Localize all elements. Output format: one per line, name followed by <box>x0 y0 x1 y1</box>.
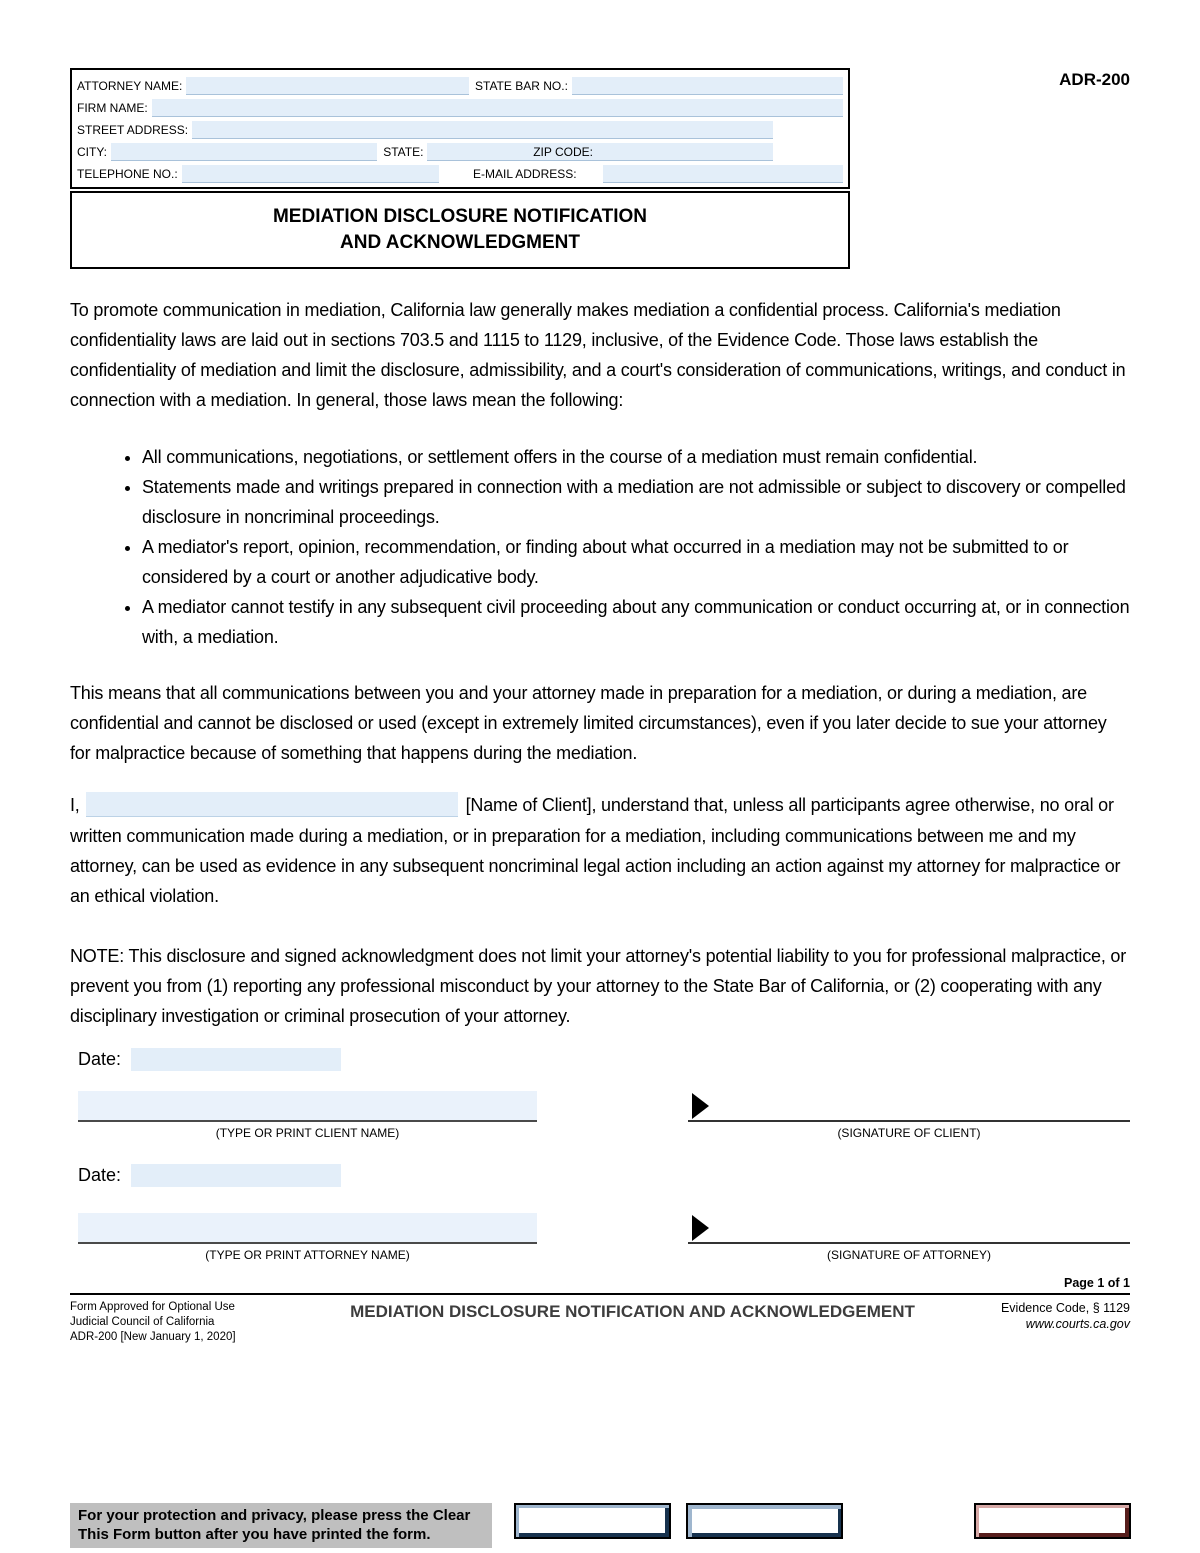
email-field[interactable] <box>603 165 843 183</box>
zip-code-field[interactable] <box>597 143 773 161</box>
form-title-line2: AND ACKNOWLEDGMENT <box>340 232 580 253</box>
footer-form-title: MEDIATION DISCLOSURE NOTIFICATION AND ACKNOWLEDGEMENT <box>350 1301 915 1321</box>
client-para-rest: [Name of Client], understand that, unless all participants agree otherwise, no oral or written communication made during a mediation, or in preparation for a mediation, including communications between me and my attorney, can be used as evidence in any subsequent noncriminal legal action including an action against my attorney for malpractice or an ethical violation. <box>70 795 1121 906</box>
bullet-item <box>142 532 1130 592</box>
bullet-list <box>70 442 1130 652</box>
form-number: ADR-200 <box>1059 70 1130 89</box>
bullet-item <box>142 442 1130 472</box>
telephone-field[interactable] <box>182 165 439 183</box>
footer-divider <box>70 1293 1130 1295</box>
client-name-caption: (TYPE OR PRINT CLIENT NAME) <box>215 1125 400 1140</box>
note-paragraph: NOTE: This disclosure and signed acknowledgment does not limit your attorney's potential liability to you for professional malpractice, or prevent you from (1) reporting any professional misconduct by your attorney to the State Bar of California, or (2) cooperating with any disciplinary investigation or criminal prosecution of your attorney. <box>70 945 1127 1026</box>
client-printed-name-field[interactable] <box>78 1091 537 1122</box>
attorney-name-field[interactable] <box>186 77 469 95</box>
bullet-text-3: A mediator's report, opinion, recommendation, or finding about what occurred in a mediation may not be submitted to or considered by a court or another adjudicative body. <box>142 537 1069 587</box>
print-form-button[interactable] <box>514 1503 671 1539</box>
client-name-inline-field[interactable] <box>86 792 458 817</box>
page-number: Page 1 of 1 <box>1064 1275 1130 1290</box>
email-label: E-MAIL ADDRESS: <box>473 167 577 181</box>
signature-arrow-icon <box>692 1215 709 1241</box>
form-action-bar <box>70 1503 1138 1548</box>
form-title-line1: MEDIATION DISCLOSURE NOTIFICATION <box>272 206 647 227</box>
form-title-box <box>70 191 850 269</box>
attorney-printed-name-field[interactable] <box>78 1213 537 1244</box>
footer-left-line3: ADR-200 [New January 1, 2020] <box>70 1330 236 1343</box>
client-signature-caption: (SIGNATURE OF CLIENT) <box>837 1125 981 1140</box>
telephone-label: TELEPHONE NO.: <box>77 167 178 181</box>
intro-paragraph: To promote communication in mediation, California law generally makes mediation a confidential process. California's mediation confidentiality laws are laid out in sections 703.5 and 1115 to 1129, inclusive, of the Evidence Code. Those laws establish the confidentiality of mediation and limit the disclosure, admissibility, and a court's consideration of communications, writings, and conduct in connection with a mediation. In general, those laws mean the following: <box>70 300 1126 410</box>
firm-name-field[interactable] <box>152 99 843 117</box>
firm-name-label: FIRM NAME: <box>77 101 148 115</box>
client-date-label: Date: <box>78 1048 122 1069</box>
footer-courts-url: www.courts.ca.gov <box>1025 1316 1130 1331</box>
client-signature-row <box>70 1091 1130 1140</box>
attorney-name-label: ATTORNEY NAME: <box>77 79 183 93</box>
state-label: STATE: <box>383 145 424 159</box>
client-para-prefix: I, <box>70 795 80 815</box>
bullet-item <box>142 472 1130 532</box>
attorney-signature-line[interactable] <box>688 1213 1130 1244</box>
state-bar-label: STATE BAR NO.: <box>475 79 568 93</box>
footer-evidence-code: Evidence Code, § 1129 <box>1000 1300 1130 1315</box>
client-signature-line[interactable] <box>688 1091 1130 1122</box>
client-acknowledgment-paragraph <box>70 790 1130 911</box>
footer-approval-block <box>70 1300 315 1345</box>
attorney-signature-caption: (SIGNATURE OF ATTORNEY) <box>826 1247 991 1262</box>
form-footer <box>70 1300 1130 1345</box>
means-paragraph: This means that all communications between you and your attorney made in preparation for a mediation, or during a mediation, are confidential and cannot be disclosed or used (except in extremely limited circumstances), even if you later decide to sue your attorney for malpractice because of something that happens during the mediation. <box>70 683 1107 763</box>
street-address-field[interactable] <box>192 121 773 139</box>
save-form-button[interactable] <box>686 1503 843 1539</box>
zip-code-label: ZIP CODE: <box>533 145 593 159</box>
bullet-text-1: All communications, negotiations, or settlement offers in the course of a mediation must remain confidential. <box>142 447 978 467</box>
city-label: CITY: <box>77 145 108 159</box>
client-date-row <box>70 1048 1130 1071</box>
form-header <box>70 68 1130 269</box>
bullet-text-2: Statements made and writings prepared in connection with a mediation are not admissible or subject to discovery or compelled disclosure in noncriminal proceedings. <box>142 477 1126 527</box>
attorney-name-caption: (TYPE OR PRINT ATTORNEY NAME) <box>205 1247 410 1262</box>
bullet-text-4: A mediator cannot testify in any subsequent civil proceeding about any communication or conduct occurring at, or in connection with, a mediation. <box>142 597 1130 647</box>
footer-left-line2: Judicial Council of California <box>70 1315 215 1328</box>
privacy-notice: For your protection and privacy, please press the Clear This Form button after you have printed the form. <box>70 1503 492 1548</box>
city-field[interactable] <box>111 143 377 161</box>
footer-left-line1: Form Approved for Optional Use <box>70 1300 235 1313</box>
bullet-item <box>142 592 1130 652</box>
state-bar-field[interactable] <box>572 77 843 95</box>
attorney-date-label: Date: <box>78 1164 122 1185</box>
attorney-signature-row <box>70 1213 1130 1262</box>
attorney-date-row <box>70 1164 1130 1187</box>
attorney-date-field[interactable] <box>131 1164 341 1187</box>
street-address-label: STREET ADDRESS: <box>77 123 189 137</box>
clear-form-button[interactable] <box>974 1503 1131 1539</box>
footer-reference-block <box>950 1300 1130 1345</box>
signature-arrow-icon <box>692 1093 709 1119</box>
attorney-info-box <box>70 68 850 189</box>
client-date-field[interactable] <box>131 1048 341 1071</box>
